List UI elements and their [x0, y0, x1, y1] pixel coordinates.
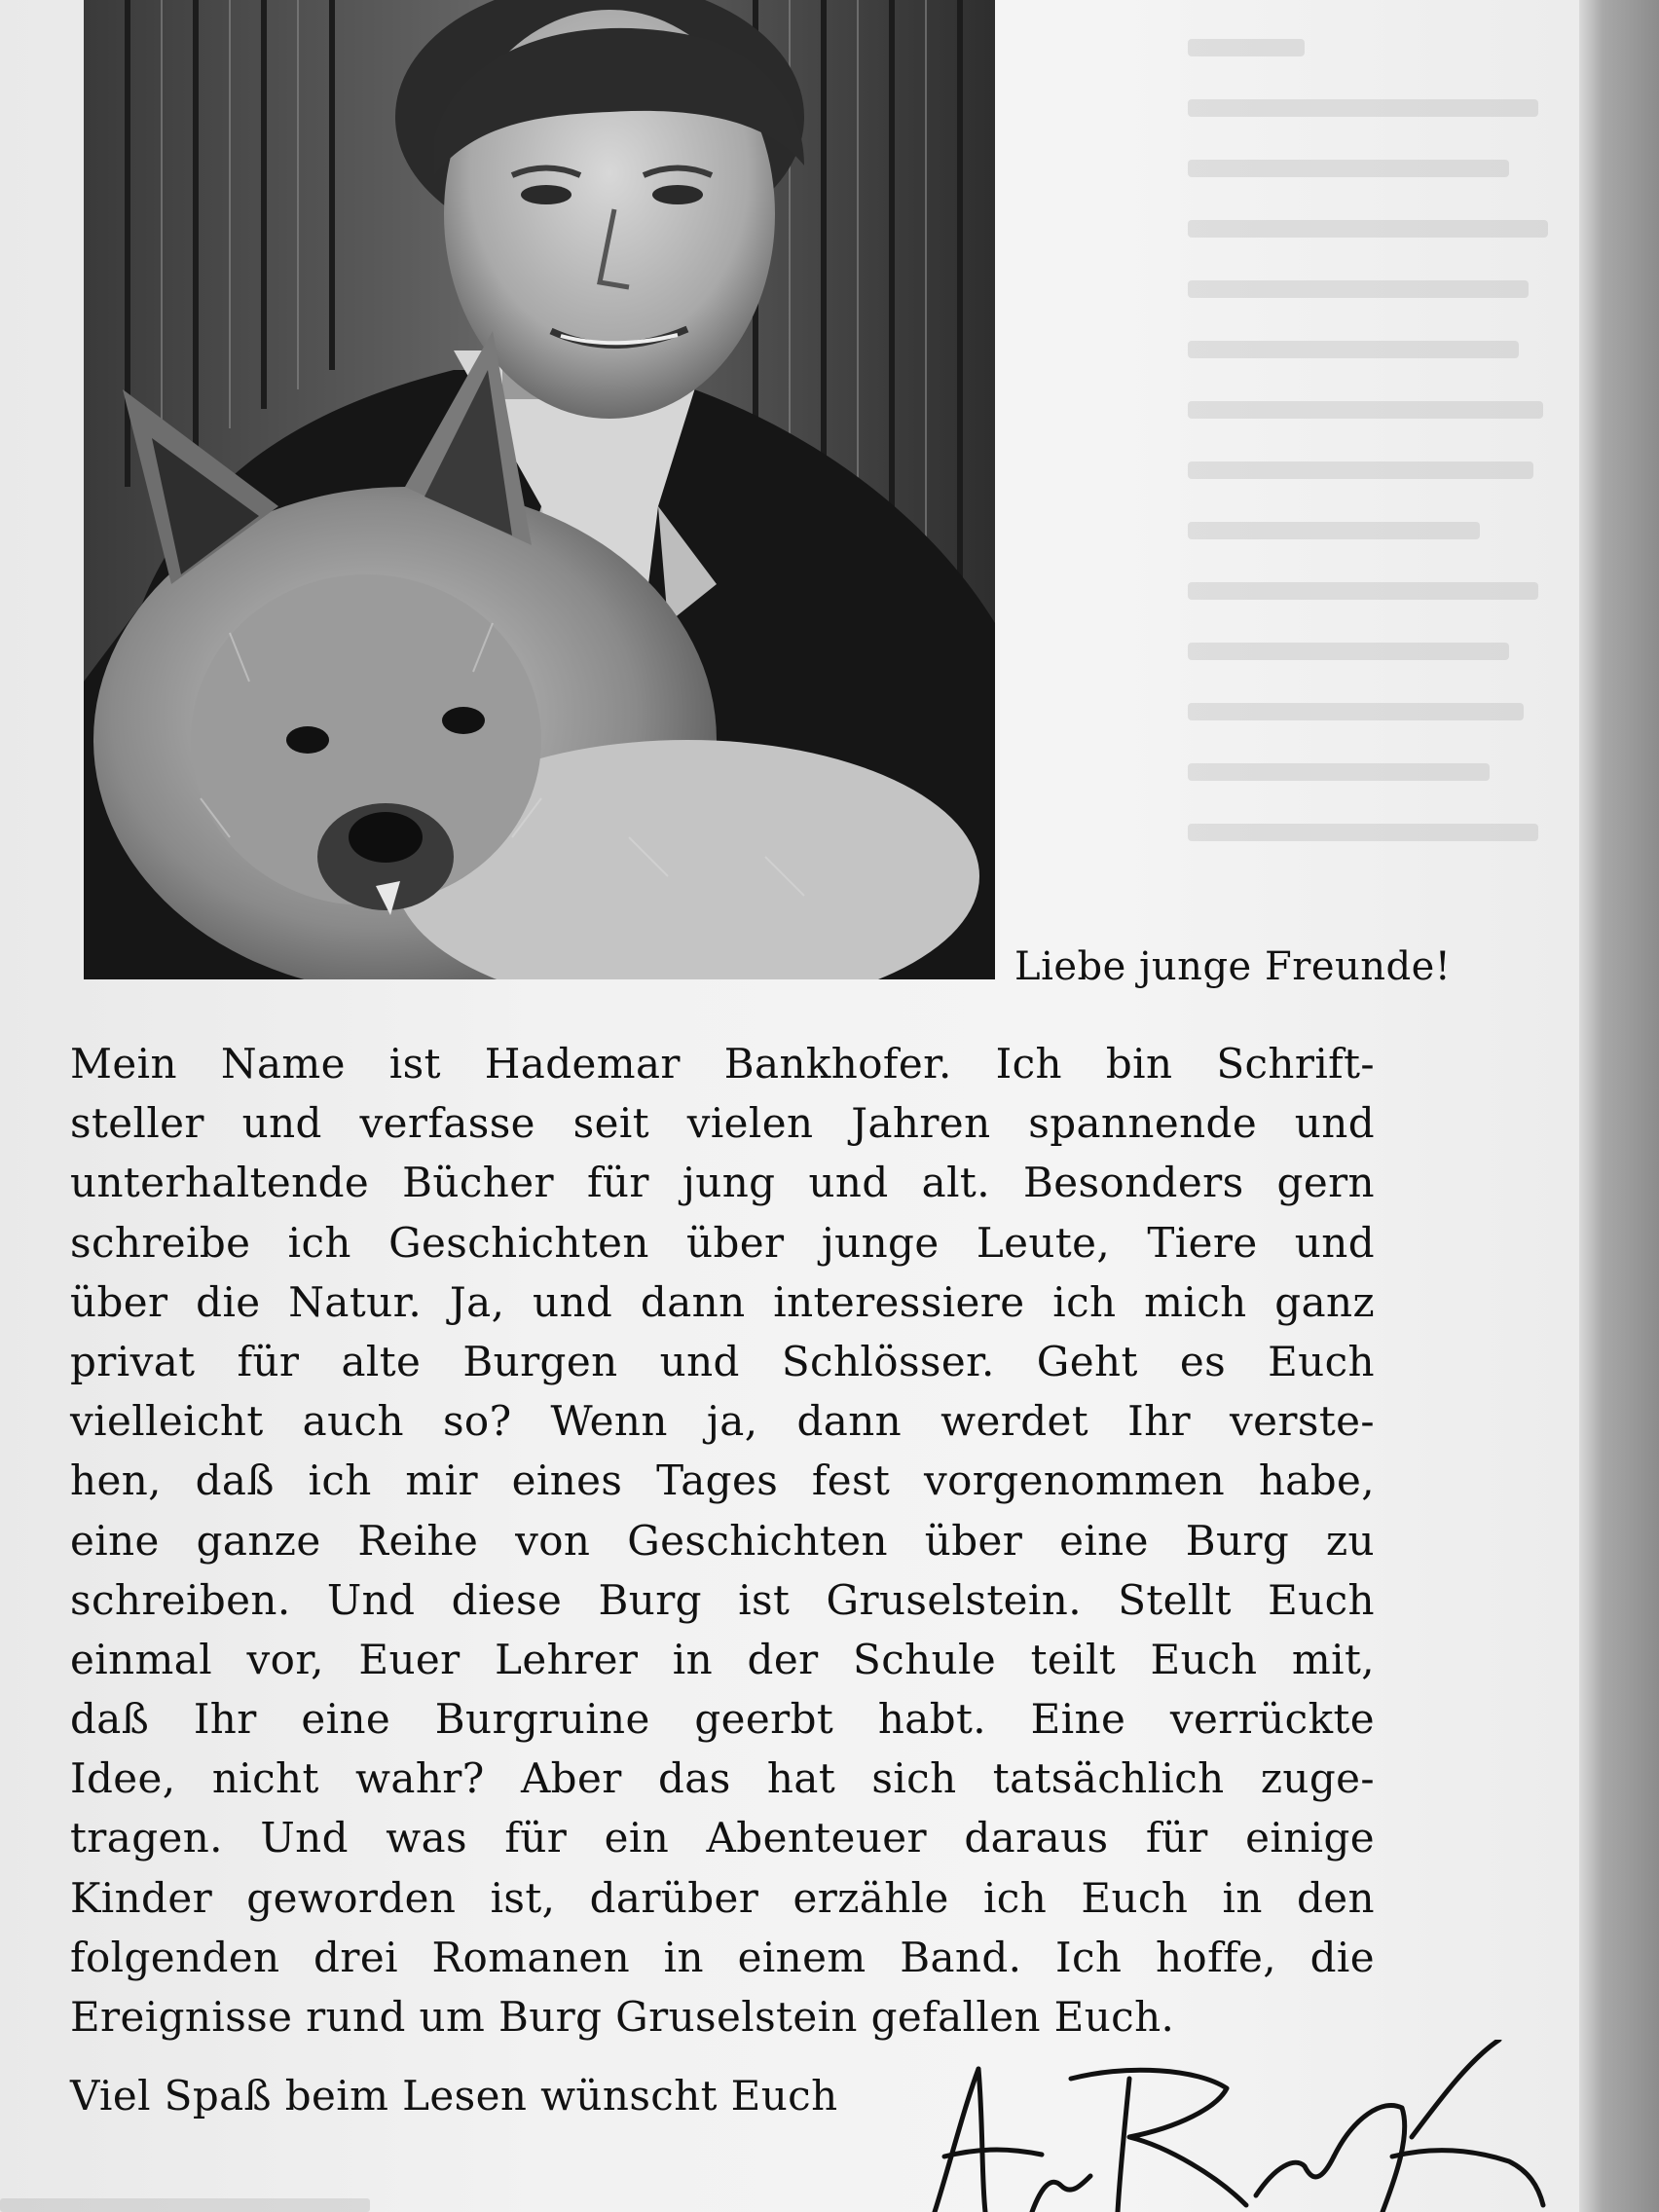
letter-line: über die Natur. Ja, und dann interessiere ich mich ganz — [70, 1277, 1375, 1326]
letter-line: hen, daß ich mir eines Tages fest vorgenommen habe, — [70, 1456, 1375, 1505]
show-through-text — [1188, 39, 1567, 935]
letter-line: tragen. Und was für ein Abenteuer daraus für einige — [70, 1814, 1375, 1862]
letter-closing: Viel Spaß beim Lesen wünscht Euch — [70, 2072, 838, 2120]
letter-line: Kinder geworden ist, darüber erzähle ich Euch in den — [70, 1873, 1375, 1922]
letter-line: privat für alte Burgen und Schlösser. Geht es Euch — [70, 1337, 1375, 1385]
letter-line: unterhaltende Bücher für jung und alt. Besonders gern — [70, 1159, 1375, 1207]
letter-line: einmal vor, Euer Lehrer in der Schule teilt Euch mit, — [70, 1635, 1375, 1683]
letter-line: schreibe ich Geschichten über junge Leute, Tiere und — [70, 1218, 1375, 1267]
letter-line: Idee, nicht wahr? Aber das hat sich tatsächlich zuge- — [70, 1754, 1375, 1803]
page-edge-shadow — [1579, 0, 1659, 2212]
letter-line: schreiben. Und diese Burg ist Gruselstein. Stellt Euch — [70, 1575, 1375, 1624]
letter-line: folgenden drei Romanen in einem Band. Ich hoffe, die — [70, 1933, 1375, 1981]
letter-line: daß Ihr eine Burgruine geerbt habt. Eine verrückte — [70, 1695, 1375, 1744]
letter-line: Mein Name ist Hademar Bankhofer. Ich bin Schrift- — [70, 1040, 1375, 1088]
letter-line: eine ganze Reihe von Geschichten über eine Burg zu — [70, 1516, 1375, 1565]
author-with-dog-illustration — [84, 0, 995, 979]
author-signature — [925, 2040, 1548, 2212]
letter-line: steller und verfasse seit vielen Jahren spannende und — [70, 1099, 1375, 1148]
letter-line: Ereignisse rund um Burg Gruselstein gefallen Euch. — [70, 1993, 1175, 2041]
author-photo — [84, 0, 995, 979]
watermark — [0, 2193, 370, 2212]
letter-line: vielleicht auch so? Wenn ja, dann werdet Ihr verste- — [70, 1397, 1375, 1446]
letter-body — [70, 1034, 1375, 2046]
letter-greeting: Liebe junge Freunde! — [1014, 944, 1452, 989]
